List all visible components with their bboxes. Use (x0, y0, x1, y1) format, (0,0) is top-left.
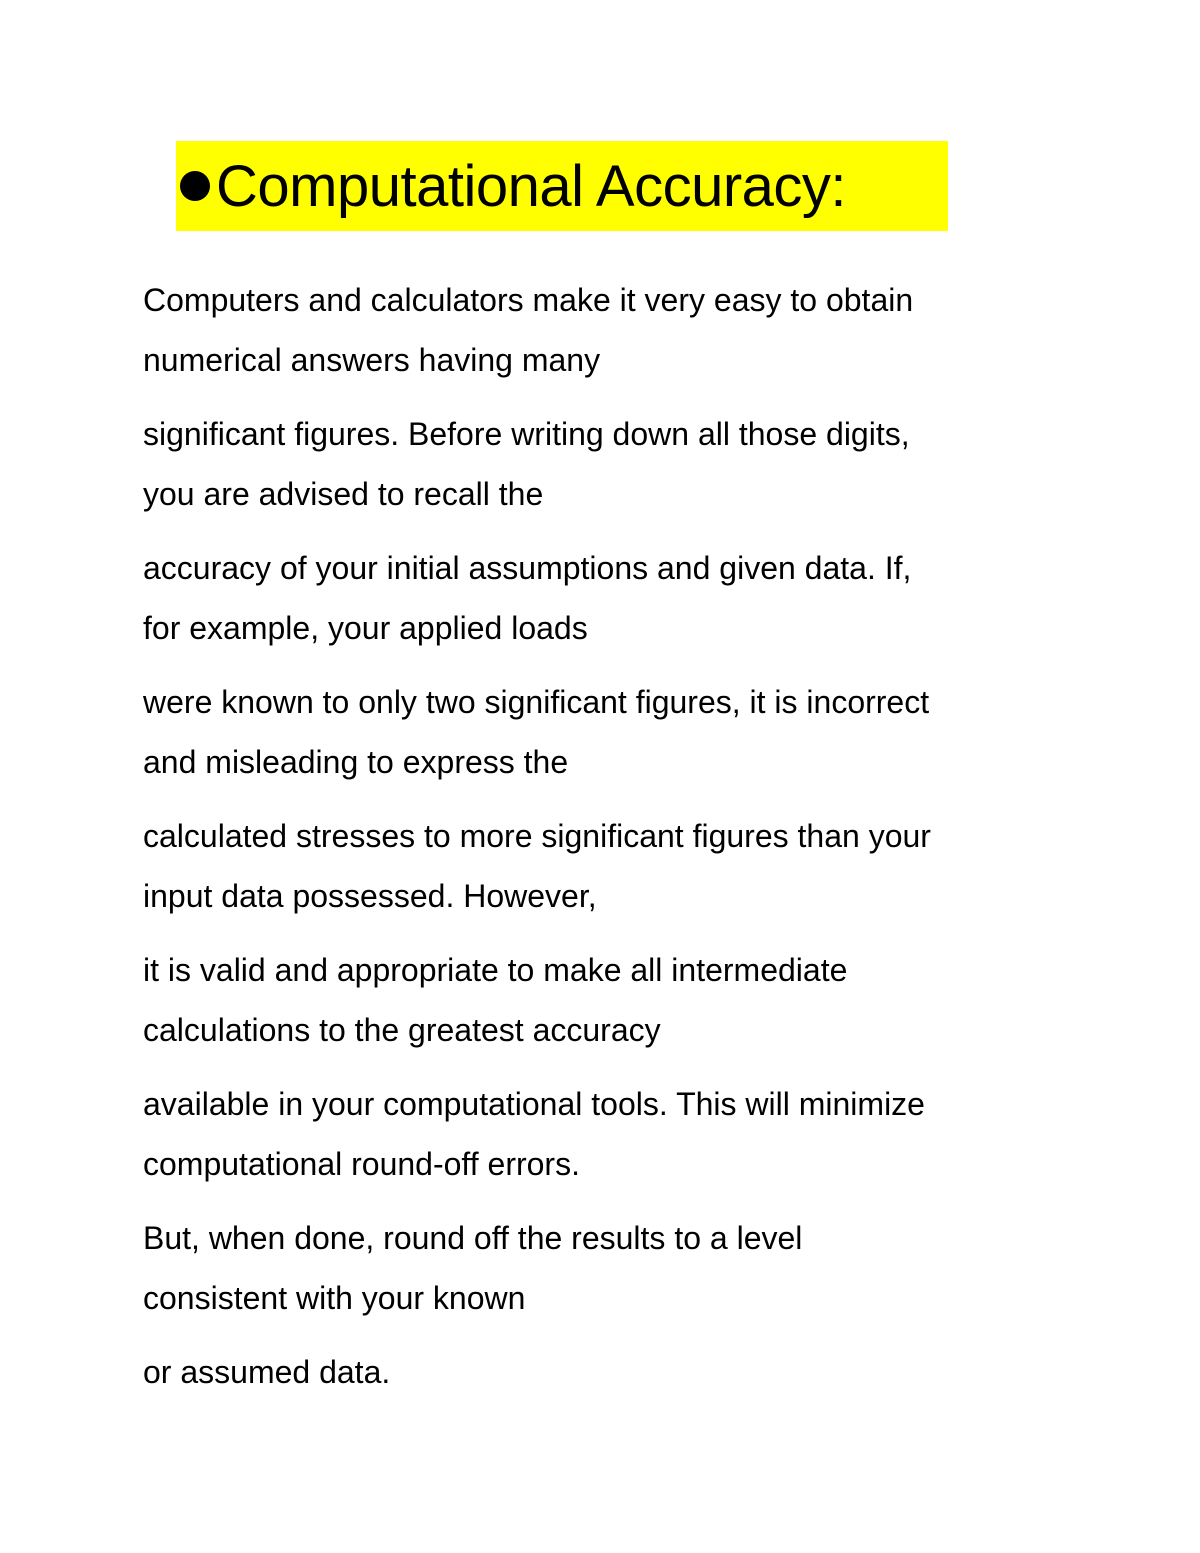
body-text (143, 270, 1073, 1416)
paragraph (143, 1074, 1073, 1194)
paragraph-line: calculations to the greatest accuracy (143, 1012, 661, 1048)
paragraph-line: calculated stresses to more significant figures than your (143, 818, 931, 854)
heading (176, 141, 948, 231)
paragraph-line: available in your computational tools. This will minimize (143, 1086, 925, 1122)
paragraph-line: significant figures. Before writing down all those digits, (143, 416, 910, 452)
paragraph-line: accuracy of your initial assumptions and given data. If, (143, 550, 912, 586)
paragraph (143, 672, 1073, 792)
heading-highlight (176, 141, 948, 231)
paragraph-line: for example, your applied loads (143, 610, 588, 646)
bullet-dot-icon (180, 171, 210, 201)
paragraph-line: were known to only two significant figures, it is incorrect (143, 684, 930, 720)
paragraph-line: consistent with your known (143, 1280, 526, 1316)
paragraph (143, 270, 1073, 390)
paragraph (143, 1208, 1073, 1328)
paragraph-line: or assumed data. (143, 1354, 391, 1390)
paragraph-line: input data possessed. However, (143, 878, 597, 914)
paragraph-line: numerical answers having many (143, 342, 601, 378)
paragraph (143, 806, 1073, 926)
heading-text: Computational Accuracy: (216, 153, 847, 219)
paragraph-line: computational round-off errors. (143, 1146, 580, 1182)
paragraph (143, 538, 1073, 658)
paragraph-line: it is valid and appropriate to make all intermediate (143, 952, 848, 988)
paragraph-line: Computers and calculators make it very easy to obtain (143, 282, 914, 318)
paragraph-line: and misleading to express the (143, 744, 569, 780)
paragraph (143, 940, 1073, 1060)
paragraph-line: But, when done, round off the results to a level (143, 1220, 803, 1256)
paragraph (143, 1342, 1073, 1402)
paragraph (143, 404, 1073, 524)
paragraph-line: you are advised to recall the (143, 476, 544, 512)
